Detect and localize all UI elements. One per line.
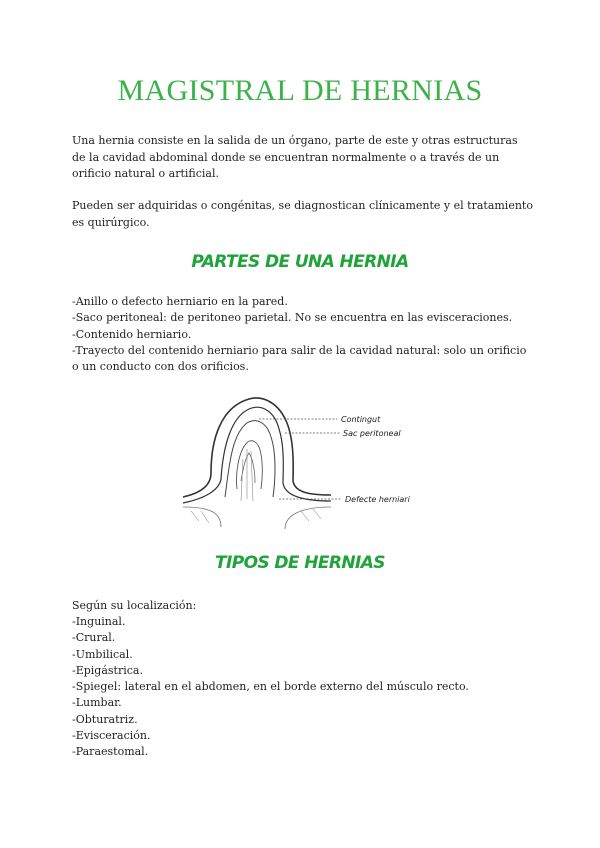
section-heading-types: TIPOS DE HERNIAS bbox=[215, 553, 385, 573]
intro-paragraph-definition: Una hernia consiste en la salida de un órgano, parte de este y otras estructuras de la cavidad abdominal donde se encuentran normalmente o a través de un orificio natural o artificial. bbox=[72, 134, 518, 180]
page-title: MAGISTRAL DE HERNIAS bbox=[117, 74, 483, 107]
list-item: -Umbilical. bbox=[72, 647, 133, 661]
list-item: -Inguinal. bbox=[72, 615, 126, 628]
figure-label-sac: Sac peritoneal bbox=[343, 429, 401, 438]
hernia-diagram bbox=[181, 389, 443, 533]
list-item: -Paraestomal. bbox=[72, 745, 149, 759]
list-item: -Spiegel: lateral en el abdomen, en el borde externo del músculo recto. bbox=[72, 680, 469, 694]
figure-label-content: Contingut bbox=[341, 415, 381, 424]
hernia-diagram-svg bbox=[181, 389, 443, 533]
list-item: -Lumbar. bbox=[72, 696, 122, 710]
types-list bbox=[72, 614, 534, 761]
list-item: -Anillo o defecto herniario en la pared. bbox=[72, 295, 288, 308]
list-item: -Saco peritoneal: de peritoneo parietal. No se encuentra en las evisceraciones. bbox=[72, 311, 513, 325]
intro-paragraph-diagnosis: Pueden ser adquiridas o congénitas, se diagnostican clínicamente y el tratamiento es quirúrgico. bbox=[72, 199, 533, 229]
types-intro: Según su localización: bbox=[72, 599, 197, 612]
list-item: -Obturatriz. bbox=[72, 712, 138, 726]
list-item: -Contenido herniario. bbox=[72, 327, 192, 341]
list-item: -Crural. bbox=[72, 631, 116, 645]
figure-label-defect: Defecte herniari bbox=[345, 495, 410, 504]
section-heading-parts: PARTES DE UNA HERNIA bbox=[191, 252, 409, 272]
parts-list bbox=[72, 294, 534, 375]
list-item: -Epigástrica. bbox=[72, 663, 143, 677]
list-item: -Evisceración. bbox=[72, 729, 151, 743]
list-item: -Trayecto del contenido herniario para salir de la cavidad natural: solo un orificio o un conducto con dos orificios. bbox=[72, 343, 527, 374]
